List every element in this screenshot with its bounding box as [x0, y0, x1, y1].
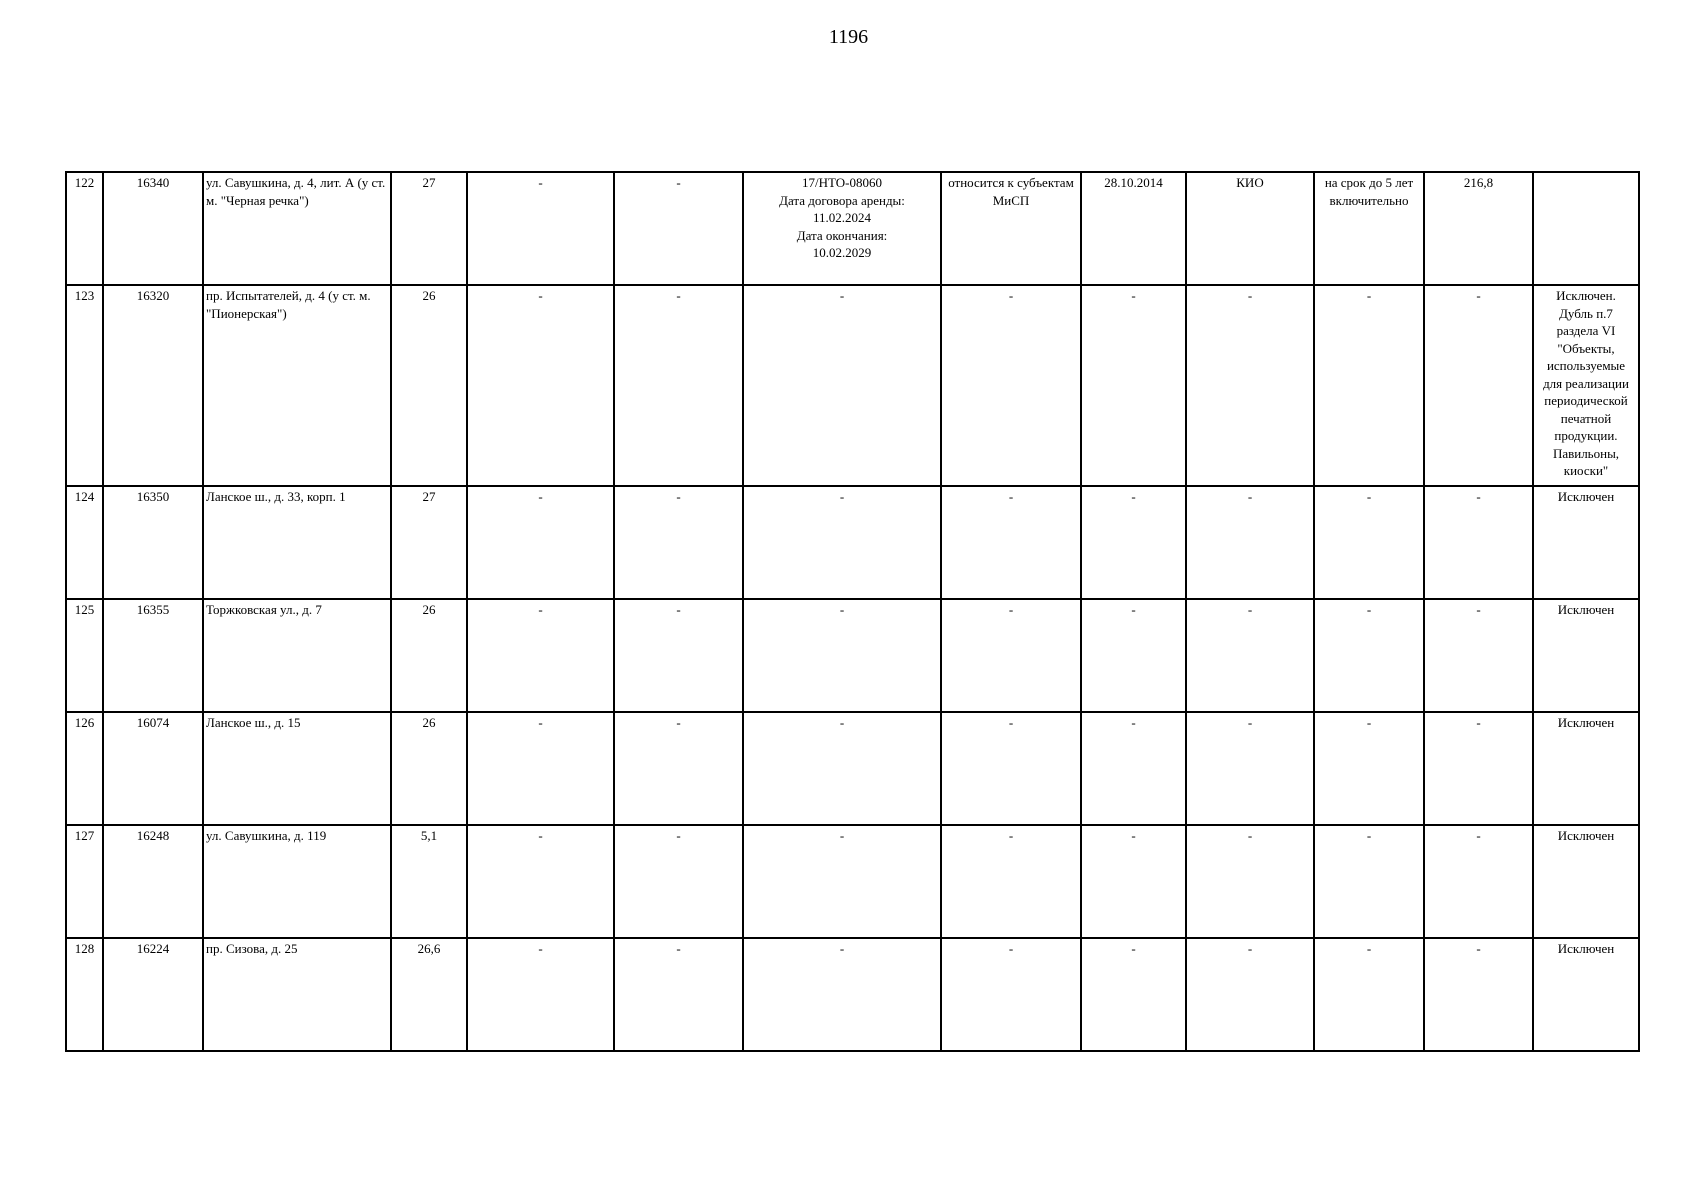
note: [1533, 172, 1639, 285]
object-code: 16320: [103, 285, 203, 486]
object-area: 26: [391, 712, 467, 825]
objects-table: [65, 171, 1640, 1052]
contract-info: 17/НТО-08060 Дата договора аренды: 11.02.2024 Дата окончания: 10.02.2029: [743, 172, 941, 285]
cell-col6: -: [614, 599, 743, 712]
object-code: 16350: [103, 486, 203, 599]
object-area: 27: [391, 172, 467, 285]
inclusion-date: -: [1081, 938, 1186, 1051]
authority: -: [1186, 712, 1314, 825]
contract-info: -: [743, 285, 941, 486]
rent-value: -: [1424, 285, 1533, 486]
subject-category: -: [941, 938, 1081, 1051]
object-address: ул. Савушкина, д. 119: [203, 825, 391, 938]
cell-col5: -: [467, 825, 614, 938]
rent-value: -: [1424, 599, 1533, 712]
note: Исключен. Дубль п.7 раздела VI "Объекты, используемые для реализации периодической печатной продукции. Павильоны, киоски": [1533, 285, 1639, 486]
lease-term: -: [1314, 285, 1424, 486]
cell-col5: -: [467, 938, 614, 1051]
table-row: [66, 486, 1639, 599]
row-number: 127: [66, 825, 103, 938]
object-code: 16340: [103, 172, 203, 285]
object-code: 16224: [103, 938, 203, 1051]
table-row: [66, 599, 1639, 712]
object-area: 5,1: [391, 825, 467, 938]
lease-term: -: [1314, 486, 1424, 599]
rent-value: -: [1424, 938, 1533, 1051]
object-address: Ланское ш., д. 15: [203, 712, 391, 825]
inclusion-date: 28.10.2014: [1081, 172, 1186, 285]
contract-info: -: [743, 486, 941, 599]
rent-value: -: [1424, 486, 1533, 599]
row-number: 122: [66, 172, 103, 285]
authority: -: [1186, 486, 1314, 599]
lease-term: -: [1314, 599, 1424, 712]
object-address: пр. Испытателей, д. 4 (у ст. м. "Пионерская"): [203, 285, 391, 486]
cell-col5: -: [467, 285, 614, 486]
rent-value: 216,8: [1424, 172, 1533, 285]
cell-col6: -: [614, 285, 743, 486]
object-address: ул. Савушкина, д. 4, лит. А (у ст. м. "Черная речка"): [203, 172, 391, 285]
note: Исключен: [1533, 486, 1639, 599]
cell-col5: -: [467, 486, 614, 599]
authority: -: [1186, 825, 1314, 938]
table-row: [66, 172, 1639, 285]
cell-col5: -: [467, 599, 614, 712]
row-number: 124: [66, 486, 103, 599]
note: Исключен: [1533, 938, 1639, 1051]
object-address: пр. Сизова, д. 25: [203, 938, 391, 1051]
contract-info: -: [743, 712, 941, 825]
authority: -: [1186, 599, 1314, 712]
table-row: [66, 825, 1639, 938]
object-area: 27: [391, 486, 467, 599]
object-code: 16074: [103, 712, 203, 825]
cell-col5: -: [467, 172, 614, 285]
row-number: 123: [66, 285, 103, 486]
subject-category: -: [941, 712, 1081, 825]
lease-term: -: [1314, 825, 1424, 938]
table-row: [66, 712, 1639, 825]
authority: -: [1186, 938, 1314, 1051]
row-number: 126: [66, 712, 103, 825]
lease-term: -: [1314, 712, 1424, 825]
subject-category: -: [941, 825, 1081, 938]
cell-col6: -: [614, 938, 743, 1051]
lease-term: -: [1314, 938, 1424, 1051]
cell-col6: -: [614, 172, 743, 285]
note: Исключен: [1533, 712, 1639, 825]
object-code: 16355: [103, 599, 203, 712]
subject-category: -: [941, 285, 1081, 486]
rent-value: -: [1424, 712, 1533, 825]
inclusion-date: -: [1081, 599, 1186, 712]
subject-category: -: [941, 599, 1081, 712]
row-number: 128: [66, 938, 103, 1051]
object-address: Торжковская ул., д. 7: [203, 599, 391, 712]
subject-category: -: [941, 486, 1081, 599]
contract-info: -: [743, 599, 941, 712]
note: Исключен: [1533, 825, 1639, 938]
cell-col5: -: [467, 712, 614, 825]
inclusion-date: -: [1081, 486, 1186, 599]
object-address: Ланское ш., д. 33, корп. 1: [203, 486, 391, 599]
subject-category: относится к субъектам МиСП: [941, 172, 1081, 285]
inclusion-date: -: [1081, 712, 1186, 825]
contract-info: -: [743, 938, 941, 1051]
authority: КИО: [1186, 172, 1314, 285]
table-row: [66, 938, 1639, 1051]
rent-value: -: [1424, 825, 1533, 938]
page-number: 1196: [828, 26, 869, 48]
cell-col6: -: [614, 486, 743, 599]
object-area: 26,6: [391, 938, 467, 1051]
inclusion-date: -: [1081, 285, 1186, 486]
object-area: 26: [391, 599, 467, 712]
lease-term: на срок до 5 лет включительно: [1314, 172, 1424, 285]
authority: -: [1186, 285, 1314, 486]
contract-info: -: [743, 825, 941, 938]
inclusion-date: -: [1081, 825, 1186, 938]
cell-col6: -: [614, 825, 743, 938]
cell-col6: -: [614, 712, 743, 825]
object-code: 16248: [103, 825, 203, 938]
row-number: 125: [66, 599, 103, 712]
object-area: 26: [391, 285, 467, 486]
note: Исключен: [1533, 599, 1639, 712]
table-row: [66, 285, 1639, 486]
